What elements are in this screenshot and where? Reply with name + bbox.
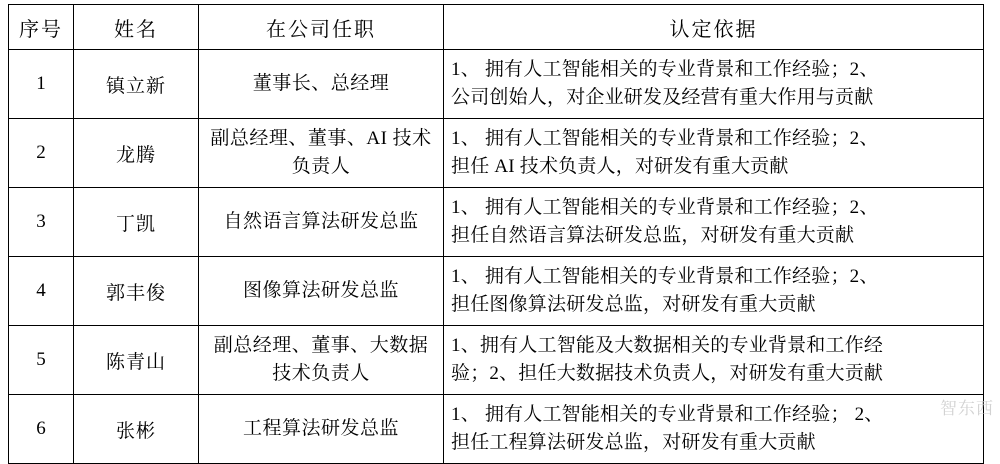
table-header <box>9 5 984 50</box>
cell-name: 张彬 <box>74 395 199 464</box>
cell-basis-line: 1、 拥有人工智能相关的专业背景和工作经验；2、 <box>451 266 879 288</box>
cell-basis-line: 1、 拥有人工智能相关的专业背景和工作经验；2、 <box>451 128 879 150</box>
cell-title <box>199 50 444 119</box>
table-row <box>9 395 984 464</box>
cell-basis <box>444 188 984 257</box>
cell-no: 1 <box>9 50 74 119</box>
cell-name: 郭丰俊 <box>74 257 199 326</box>
cell-title-line: 负责人 <box>291 156 351 177</box>
column-header-title: 在公司任职 <box>199 5 444 50</box>
cell-basis <box>444 50 984 119</box>
cell-title-line: 副总经理、董事、AI 技术 <box>210 128 432 150</box>
cell-title <box>199 326 444 395</box>
cell-name: 丁凯 <box>74 188 199 257</box>
column-header-name: 姓名 <box>74 5 199 50</box>
cell-basis <box>444 257 984 326</box>
cell-name: 龙腾 <box>74 119 199 188</box>
table-body <box>9 50 984 464</box>
cell-title-line: 董事长、总经理 <box>252 73 390 95</box>
cell-no: 2 <box>9 119 74 188</box>
cell-basis-line: 验；2、担任大数据技术负责人，对研发有重大贡献 <box>451 363 884 384</box>
cell-basis-line: 1、拥有人工智能及大数据相关的专业背景和工作经 <box>451 335 884 357</box>
core-personnel-table <box>8 4 984 464</box>
cell-basis <box>444 395 984 464</box>
cell-title <box>199 119 444 188</box>
cell-title <box>199 257 444 326</box>
cell-title-line: 工程算法研发总监 <box>242 418 399 440</box>
cell-no: 4 <box>9 257 74 326</box>
cell-no: 6 <box>9 395 74 464</box>
cell-title <box>199 188 444 257</box>
cell-basis <box>444 326 984 395</box>
table-row <box>9 257 984 326</box>
column-header-basis: 认定依据 <box>444 5 984 50</box>
cell-no: 3 <box>9 188 74 257</box>
table-row <box>9 50 984 119</box>
cell-name: 镇立新 <box>74 50 199 119</box>
cell-title-line: 自然语言算法研发总监 <box>223 211 419 233</box>
cell-basis-line: 1、 拥有人工智能相关的专业背景和工作经验； 2、 <box>451 404 884 426</box>
cell-name: 陈青山 <box>74 326 199 395</box>
document-page <box>0 4 1000 453</box>
cell-title-line: 副总经理、董事、大数据 <box>213 335 429 357</box>
cell-basis-line: 1、 拥有人工智能相关的专业背景和工作经验；2、 <box>451 197 879 219</box>
cell-no: 5 <box>9 326 74 395</box>
cell-basis-line: 1、 拥有人工智能相关的专业背景和工作经验；2、 <box>451 59 879 81</box>
table-row <box>9 326 984 395</box>
cell-basis-line: 担任自然语言算法研发总监，对研发有重大贡献 <box>451 225 855 246</box>
cell-basis-line: 担任 AI 技术负责人，对研发有重大贡献 <box>451 156 789 177</box>
cell-basis-line: 公司创始人，对企业研发及经营有重大作用与贡献 <box>451 87 874 108</box>
table-row <box>9 188 984 257</box>
column-header-no: 序号 <box>9 5 74 50</box>
cell-title-line: 技术负责人 <box>272 363 370 384</box>
watermark: 智东西 <box>940 399 994 418</box>
table-header-row <box>9 5 984 50</box>
table-row <box>9 119 984 188</box>
cell-title <box>199 395 444 464</box>
cell-basis-line: 担任工程算法研发总监，对研发有重大贡献 <box>451 432 816 453</box>
cell-title-line: 图像算法研发总监 <box>242 280 399 302</box>
cell-basis-line: 担任图像算法研发总监，对研发有重大贡献 <box>451 294 816 315</box>
cell-basis <box>444 119 984 188</box>
